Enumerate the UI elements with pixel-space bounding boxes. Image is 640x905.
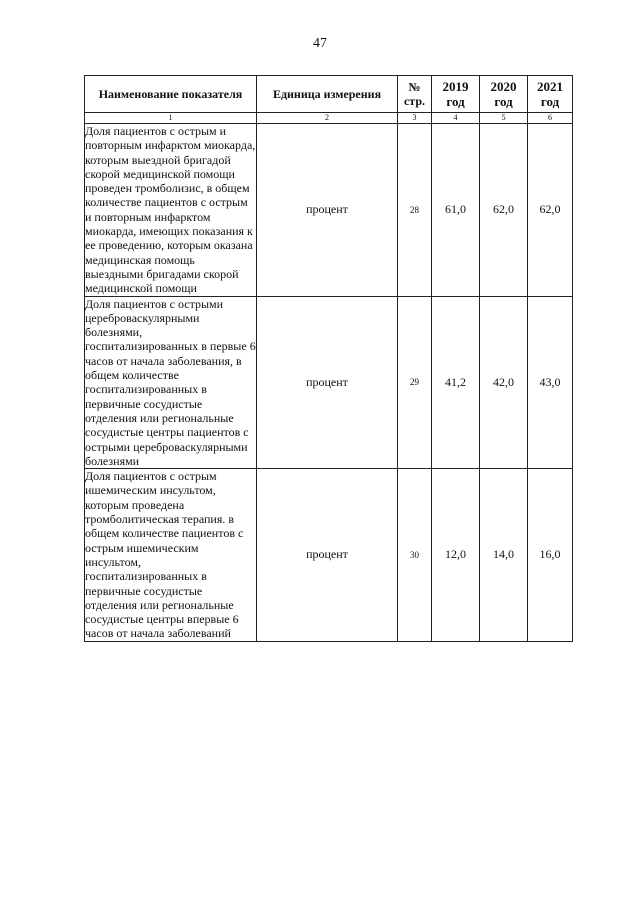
value-2021: 43,0 xyxy=(528,296,573,469)
table-row xyxy=(85,469,573,642)
indicator-unit: процент xyxy=(257,296,398,469)
indicators-table xyxy=(84,75,573,642)
indicator-unit: процент xyxy=(257,469,398,642)
indicator-name: Доля пациентов с острым и повторным инфарктом миокарда, которым выездной бригадой скорой медицинской помощи проведен тромболизис, в общем количестве пациентов с острым и повторным инфарктом миокарда, имеющих показания к ее проведению, которым оказана медицинская помощь выездными бригадами скорой медицинской помощи xyxy=(85,124,256,296)
table-row xyxy=(85,296,573,469)
value-2019: 41,2 xyxy=(432,296,480,469)
column-number: 4 xyxy=(432,113,480,124)
value-2021: 62,0 xyxy=(528,124,573,297)
indicator-unit: процент xyxy=(257,124,398,297)
column-number: 6 xyxy=(528,113,573,124)
table-row xyxy=(85,124,573,297)
value-2020: 42,0 xyxy=(480,296,528,469)
indicator-page: 30 xyxy=(398,469,432,642)
value-2019: 12,0 xyxy=(432,469,480,642)
indicator-name: Доля пациентов с острым ишемическим инсультом, которым проведена тромболитическая терапия. в общем количестве пациентов с острым ишемическим инсультом, госпитализированных в первичные сосудистые отделения или региональные сосудистые центры впервые 6 часов от начала заболеваний xyxy=(85,469,257,642)
column-number: 1 xyxy=(85,113,257,124)
header-unit: Единица измерения xyxy=(257,76,398,113)
value-2019: 61,0 xyxy=(432,124,480,297)
table-header-row xyxy=(85,76,573,113)
header-2019: 2019 год xyxy=(432,76,480,113)
indicator-page: 28 xyxy=(398,124,432,297)
page-number: 47 xyxy=(313,36,327,51)
indicator-name: Доля пациентов с острыми цереброваскулярными болезнями, госпитализированных в первые 6 часов от начала заболевания, в общем количестве госпитализированных в первичные сосудистые отделения или региональные сосудистые центры пациентов с острыми цереброваскулярными болезнями xyxy=(85,296,256,468)
value-2020: 14,0 xyxy=(480,469,528,642)
header-name: Наименование показателя xyxy=(85,76,257,113)
column-number: 3 xyxy=(398,113,432,124)
value-2020: 62,0 xyxy=(480,124,528,297)
column-number: 2 xyxy=(257,113,398,124)
column-number: 5 xyxy=(480,113,528,124)
header-page: № стр. xyxy=(398,76,432,113)
value-2021: 16,0 xyxy=(528,469,573,642)
indicator-page: 29 xyxy=(398,296,432,469)
header-2021: 2021 год xyxy=(528,76,573,113)
header-2020: 2020 год xyxy=(480,76,528,113)
column-number-row xyxy=(85,113,573,124)
